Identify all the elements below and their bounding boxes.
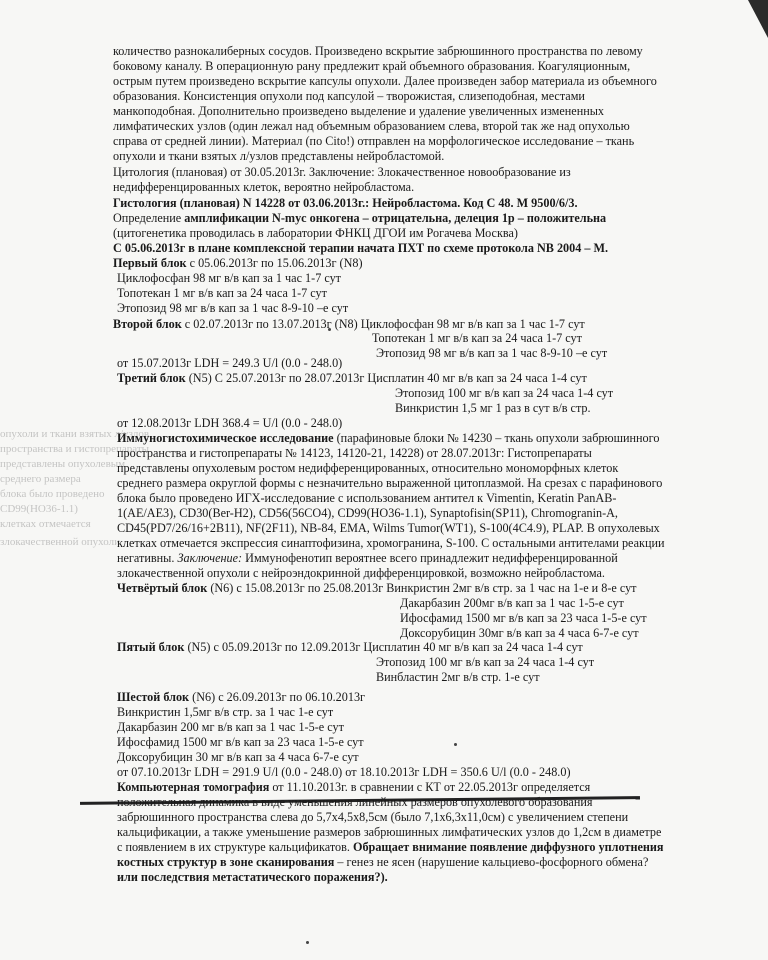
text-line bbox=[117, 356, 342, 370]
text-run: Иммунофенотип вероятнее всего принадлежит недифференцированной bbox=[242, 551, 618, 565]
text-run: Ифосфамид 1500 мг в/в кап за 23 часа 1-5-е сут bbox=[117, 735, 364, 749]
bold-text-run: Гистология (плановая) N 14228 от 03.06.2013г.: Нейробластома. Код С 48. М 9500/6/3. bbox=[113, 196, 578, 210]
text-line bbox=[113, 196, 578, 210]
bold-text-run: амплификации N-myc онкогена – отрицательна, делеция 1р – положительна bbox=[184, 211, 607, 225]
text-line bbox=[117, 476, 662, 490]
text-line bbox=[117, 795, 593, 809]
bold-text-run: Первый блок bbox=[113, 256, 187, 270]
text-run: пространства и гистопрепараты № 14123, 14120-21, 14228) от 28.07.2013г: Гистопрепараты bbox=[117, 446, 592, 460]
text-run: клетках отмечается экспрессия синаптофизина, хромогранина, S-100. С остальными антителами реакции bbox=[117, 536, 665, 550]
text-run: Винбластин 2мг в/в стр. 1-е сут bbox=[376, 670, 540, 684]
text-line bbox=[117, 840, 664, 854]
text-run: представлены опухолевым ростом недифференцированных, относительно мономорфных клеток bbox=[117, 461, 619, 475]
text-run: (N6) с 26.09.2013г по 06.10.2013г bbox=[189, 690, 366, 704]
text-run: с 02.07.2013г по 13.07.2013г (N8) Циклофосфан 98 мг в/в кап за 1 час 1-7 сут bbox=[181, 317, 585, 331]
text-line bbox=[117, 690, 365, 704]
text-run: (N5) с 05.09.2013г по 12.09.2013г Цисплатин 40 мг в/в кап за 24 часа 1-4 сут bbox=[184, 640, 583, 654]
text-line bbox=[117, 271, 341, 285]
text-line bbox=[117, 750, 359, 764]
text-line bbox=[376, 670, 540, 684]
text-line bbox=[117, 536, 665, 550]
text-line bbox=[113, 226, 518, 240]
text-line bbox=[117, 446, 592, 460]
text-line bbox=[113, 74, 657, 88]
text-run: образования. Консистенция опухоли под капсулой – творожистая, слизеподобная, местами bbox=[113, 89, 585, 103]
text-run: CD45(PD7/26/16+2B11), NF(2F11), NB-84, EMA, Wilms Tumor(WT1), S-100(4C4.9), PLAP. В опухолевых bbox=[117, 521, 660, 535]
text-run: Этопозид 98 мг в/в кап за 1 час 8-9-10 –е сут bbox=[117, 301, 349, 315]
text-line bbox=[113, 211, 606, 225]
bold-text-run: Четвёртый блок bbox=[117, 581, 208, 595]
text-line bbox=[113, 241, 608, 255]
bleed-through-text: злокачественной опухоли bbox=[0, 536, 120, 548]
text-run: Цитология (плановая) от 30.05.2013г. Заключение: Злокачественное новообразование из bbox=[113, 165, 571, 179]
text-line bbox=[113, 165, 571, 179]
bleed-through-text: CD99(HO36-1.1) bbox=[0, 503, 78, 515]
bold-text-run: костных структур в зоне сканирования bbox=[117, 855, 335, 869]
bold-text-run: или последствия метастатического поражения?). bbox=[117, 870, 388, 884]
text-run: Доксорубицин 30 мг в/в кап за 4 часа 6-7-е сут bbox=[117, 750, 359, 764]
text-run: блока было проведено ИГХ-исследование с использованием антител к Vimentin, Keratin PanAB- bbox=[117, 491, 617, 505]
text-line bbox=[117, 491, 616, 505]
bold-text-run: Пятый блок bbox=[117, 640, 185, 654]
text-line bbox=[117, 551, 618, 565]
text-run: Винкристин 1,5мг в/в стр. за 1 час 1-е сут bbox=[117, 705, 334, 719]
text-run: недифференцированных клеток, вероятно нейробластома. bbox=[113, 180, 415, 194]
bold-text-run: Третий блок bbox=[117, 371, 186, 385]
text-line bbox=[376, 655, 594, 669]
text-run: от 15.07.2013г LDH = 249.3 U/l (0.0 - 248.0) bbox=[117, 356, 343, 370]
text-run: Циклофосфан 98 мг в/в кап за 1 час 1-7 сут bbox=[117, 271, 342, 285]
text-run: негативны. bbox=[117, 551, 178, 565]
text-line bbox=[117, 416, 342, 430]
text-line bbox=[117, 566, 605, 580]
text-line bbox=[113, 180, 414, 194]
text-run: опухоли и ткани взятых л/узлов представлены нейробластомой. bbox=[113, 149, 445, 163]
text-run: – генез не ясен (нарушение кальциево-фосфорного обмена? bbox=[334, 855, 649, 869]
text-run: от 11.10.2013г. в сравнении с КТ от 22.05.2013г определяется bbox=[269, 780, 591, 794]
text-line bbox=[372, 331, 582, 345]
bold-text-run: Иммуногистохимическое исследование bbox=[117, 431, 334, 445]
text-line bbox=[117, 431, 659, 445]
text-run: забрюшинного пространства слева до 5,7х4,5х8,5см (было 7,1х6,3х11,0см) с увеличением степени bbox=[117, 810, 629, 824]
text-run: количество разнокалиберных сосудов. Произведено вскрытие забрюшинного пространства по левому bbox=[113, 44, 643, 58]
text-run: Этопозид 98 мг в/в кап за 1 час 8-9-10 –е сут bbox=[376, 346, 608, 360]
text-run: Ифосфамид 1500 мг в/в кап за 23 часа 1-5-е сут bbox=[400, 611, 647, 625]
text-line bbox=[395, 401, 591, 415]
text-line bbox=[117, 301, 348, 315]
bleed-through-text: клетках отмечается bbox=[0, 518, 91, 530]
text-line bbox=[117, 870, 388, 884]
text-run: справа от средней линии). Материал (по Cito!) отправлен на морфологическое исследование – ткань bbox=[113, 134, 635, 148]
text-line bbox=[400, 626, 639, 640]
scan-speck bbox=[454, 743, 457, 746]
text-run: Этопозид 100 мг в/в кап за 24 часа 1-4 сут bbox=[376, 655, 595, 669]
text-line bbox=[117, 640, 583, 654]
text-line bbox=[113, 134, 634, 148]
text-line bbox=[117, 780, 590, 794]
text-line bbox=[395, 386, 613, 400]
text-run: манкоподобная. Дополнительно произведено выделение и удаление увеличенных измененных bbox=[113, 104, 605, 118]
text-run: от 12.08.2013г LDH 368.4 = U/l (0.0 - 248.0) bbox=[117, 416, 343, 430]
bleed-through-text: пространства и гистопрепараты bbox=[0, 443, 150, 455]
text-run: Дакарбазин 200мг в/в кап за 1 час 1-5-е сут bbox=[400, 596, 624, 610]
text-run: (N5) С 25.07.2013г по 28.07.2013г Цисплатин 40 мг в/в кап за 24 часа 1-4 сут bbox=[185, 371, 587, 385]
text-run: (N6) с 15.08.2013г по 25.08.2013г Винкристин 2мг в/в стр. за 1 час на 1-е и 8-е сут bbox=[207, 581, 637, 595]
text-run: кальцификации, а также уменьшение размеров забрюшинных лимфатических узлов до 1,2см в диаметре bbox=[117, 825, 662, 839]
bold-text-run: С 05.06.2013г в плане комплексной терапии начата ПХТ по схеме протокола NB 2004 – М. bbox=[113, 241, 609, 255]
text-line bbox=[400, 611, 647, 625]
text-run: боковому каналу. В операционную рану предлежит край объемного образования. Коагуляционным, bbox=[113, 59, 631, 73]
text-line bbox=[117, 286, 327, 300]
text-line bbox=[117, 371, 587, 385]
text-line bbox=[117, 765, 571, 779]
text-run: острым путем произведено вскрытие капсулы опухоли. Далее произведен забор материала из объемного bbox=[113, 74, 657, 88]
bleed-through-text: блока было проведено bbox=[0, 488, 105, 500]
text-line bbox=[117, 735, 364, 749]
text-line bbox=[113, 104, 604, 118]
text-run: среднего размера округлой формы с незначительно выраженной цитоплазмой. На срезах с парафинового bbox=[117, 476, 663, 490]
text-line bbox=[113, 59, 630, 73]
text-line bbox=[117, 720, 344, 734]
text-line bbox=[117, 521, 660, 535]
italic-text-run: Заключение: bbox=[177, 551, 243, 565]
text-run: 1(AE/AE3), CD30(Ber-H2), CD56(56CO4), CD99(HO36-1.1), Synaptofisin(SP11), Chromogranin-A, bbox=[117, 506, 618, 520]
bold-text-run: Второй блок bbox=[113, 317, 182, 331]
text-line bbox=[113, 149, 444, 163]
text-run: (цитогенетика проводилась в лаборатории ФНКЦ ДГОИ им Рогачева Москва) bbox=[113, 226, 518, 240]
scan-corner-shadow bbox=[748, 0, 768, 38]
text-run: Дакарбазин 200 мг в/в кап за 1 час 1-5-е сут bbox=[117, 720, 344, 734]
text-run: Доксорубицин 30мг в/в кап за 4 часа 6-7-е сут bbox=[400, 626, 639, 640]
bold-text-run: Обращает внимание появление диффузного уплотнения bbox=[352, 840, 664, 854]
text-run: положительная динамика в виде уменьшения линейных размеров опухолевого образования bbox=[117, 795, 593, 809]
bleed-through-text: опухоли и ткани взятых л/узлов bbox=[0, 428, 150, 440]
text-line bbox=[117, 705, 333, 719]
bleed-through-text: представлены опухолевым bbox=[0, 458, 126, 470]
text-line bbox=[117, 810, 628, 824]
text-run: от 07.10.2013г LDH = 291.9 U/l (0.0 - 248.0) от 18.10.2013г LDH = 350.6 U/l (0.0 - 248.0) bbox=[117, 765, 571, 779]
bleed-through-text: среднего размера bbox=[0, 473, 81, 485]
text-line bbox=[400, 596, 624, 610]
text-run: (парафиновые блоки № 14230 – ткань опухоли забрюшинного bbox=[333, 431, 660, 445]
text-line bbox=[113, 44, 643, 58]
text-line bbox=[117, 461, 618, 475]
text-line bbox=[117, 855, 648, 869]
text-run: лимфатических узлов (один лежал над объемным образованием слева, второй так же над опухолью bbox=[113, 119, 630, 133]
text-line bbox=[113, 256, 363, 270]
bold-text-run: Компьютерная томография bbox=[117, 780, 270, 794]
text-line bbox=[117, 506, 618, 520]
text-run: Этопозид 100 мг в/в кап за 24 часа 1-4 сут bbox=[395, 386, 614, 400]
text-line bbox=[376, 346, 607, 360]
scan-speck bbox=[306, 941, 309, 944]
text-run: с 05.06.2013г по 15.06.2013г (N8) bbox=[186, 256, 363, 270]
text-run: с появлением в их структуре кальцификатов. bbox=[117, 840, 353, 854]
text-run: Топотекан 1 мг в/в кап за 24 часа 1-7 сут bbox=[372, 331, 582, 345]
text-line bbox=[113, 89, 585, 103]
text-line bbox=[113, 317, 585, 331]
text-run: Винкристин 1,5 мг 1 раз в сут в/в стр. bbox=[395, 401, 591, 415]
text-run: злокачественной опухоли с нейроэндокринной дифференцировкой, возможно нейробластома. bbox=[117, 566, 605, 580]
text-line bbox=[117, 581, 637, 595]
text-run: Определение bbox=[113, 211, 185, 225]
text-run: Топотекан 1 мг в/в кап за 24 часа 1-7 сут bbox=[117, 286, 327, 300]
bold-text-run: Шестой блок bbox=[117, 690, 190, 704]
text-line bbox=[117, 825, 661, 839]
text-line bbox=[113, 119, 630, 133]
